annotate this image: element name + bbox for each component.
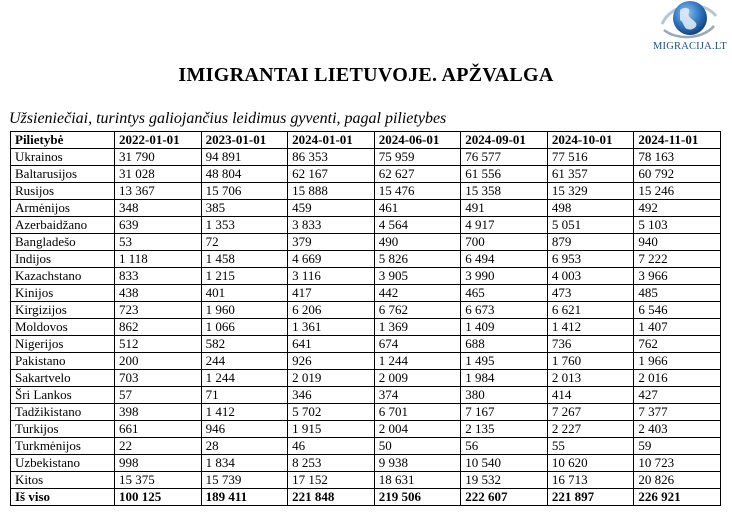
value-cell: 862 <box>115 319 202 336</box>
value-cell: 379 <box>288 234 375 251</box>
value-cell: 2 019 <box>288 370 375 387</box>
value-cell: 221 897 <box>547 489 634 506</box>
value-cell: 5 702 <box>288 404 375 421</box>
value-cell: 200 <box>115 353 202 370</box>
value-cell: 490 <box>374 234 461 251</box>
table-caption: Užsieniečiai, turintys galiojančius leidimus gyventi, pagal pilietybes <box>9 110 447 127</box>
value-cell: 582 <box>201 336 288 353</box>
value-cell: 1 412 <box>547 319 634 336</box>
value-cell: 60 792 <box>634 166 721 183</box>
value-cell: 10 723 <box>634 455 721 472</box>
value-cell: 1 407 <box>634 319 721 336</box>
value-cell: 1 369 <box>374 319 461 336</box>
table-row <box>11 319 721 336</box>
table-row <box>11 251 721 268</box>
column-header-citizenship: Pilietybė <box>11 132 115 149</box>
value-cell: 674 <box>374 336 461 353</box>
value-cell: 1 966 <box>634 353 721 370</box>
table-row <box>11 285 721 302</box>
column-header-date: 2024-11-01 <box>634 132 721 149</box>
value-cell: 998 <box>115 455 202 472</box>
table-row <box>11 472 721 489</box>
value-cell: 1 244 <box>201 370 288 387</box>
value-cell: 19 532 <box>461 472 548 489</box>
citizenship-cell: Azerbaidžano <box>11 217 115 234</box>
citizenship-cell: Turkmėnijos <box>11 438 115 455</box>
value-cell: 492 <box>634 200 721 217</box>
table-row <box>11 370 721 387</box>
citizenship-cell: Tadžikistano <box>11 404 115 421</box>
value-cell: 48 804 <box>201 166 288 183</box>
value-cell: 3 966 <box>634 268 721 285</box>
value-cell: 8 253 <box>288 455 375 472</box>
value-cell: 442 <box>374 285 461 302</box>
column-header-date: 2024-01-01 <box>288 132 375 149</box>
value-cell: 465 <box>461 285 548 302</box>
citizenship-cell: Baltarusijos <box>11 166 115 183</box>
value-cell: 5 051 <box>547 217 634 234</box>
value-cell: 4 003 <box>547 268 634 285</box>
logo[interactable] <box>648 0 732 64</box>
value-cell: 3 116 <box>288 268 375 285</box>
value-cell: 244 <box>201 353 288 370</box>
residence-permits-table <box>10 131 721 506</box>
value-cell: 78 163 <box>634 149 721 166</box>
value-cell: 71 <box>201 387 288 404</box>
table-row <box>11 166 721 183</box>
table-row <box>11 421 721 438</box>
value-cell: 485 <box>634 285 721 302</box>
value-cell: 641 <box>288 336 375 353</box>
citizenship-cell: Uzbekistano <box>11 455 115 472</box>
value-cell: 9 938 <box>374 455 461 472</box>
value-cell: 61 556 <box>461 166 548 183</box>
value-cell: 736 <box>547 336 634 353</box>
globe-logo-icon <box>658 0 718 42</box>
table-row <box>11 149 721 166</box>
value-cell: 1 960 <box>201 302 288 319</box>
value-cell: 13 367 <box>115 183 202 200</box>
logo-text: MIGRACIJA.LT <box>652 41 728 52</box>
value-cell: 4 669 <box>288 251 375 268</box>
value-cell: 219 506 <box>374 489 461 506</box>
value-cell: 6 206 <box>288 302 375 319</box>
value-cell: 498 <box>547 200 634 217</box>
value-cell: 2 403 <box>634 421 721 438</box>
value-cell: 3 990 <box>461 268 548 285</box>
column-header-date: 2024-09-01 <box>461 132 548 149</box>
value-cell: 438 <box>115 285 202 302</box>
table-row <box>11 183 721 200</box>
table-row <box>11 217 721 234</box>
value-cell: 226 921 <box>634 489 721 506</box>
value-cell: 1 495 <box>461 353 548 370</box>
value-cell: 28 <box>201 438 288 455</box>
value-cell: 18 631 <box>374 472 461 489</box>
value-cell: 221 848 <box>288 489 375 506</box>
value-cell: 57 <box>115 387 202 404</box>
value-cell: 401 <box>201 285 288 302</box>
table-row <box>11 336 721 353</box>
value-cell: 15 476 <box>374 183 461 200</box>
value-cell: 6 953 <box>547 251 634 268</box>
value-cell: 46 <box>288 438 375 455</box>
value-cell: 6 762 <box>374 302 461 319</box>
citizenship-cell: Moldovos <box>11 319 115 336</box>
citizenship-cell: Iš viso <box>11 489 115 506</box>
value-cell: 380 <box>461 387 548 404</box>
citizenship-cell: Kazachstano <box>11 268 115 285</box>
value-cell: 1 915 <box>288 421 375 438</box>
value-cell: 20 826 <box>634 472 721 489</box>
table-row <box>11 268 721 285</box>
table-row <box>11 302 721 319</box>
value-cell: 15 706 <box>201 183 288 200</box>
value-cell: 1 409 <box>461 319 548 336</box>
value-cell: 1 412 <box>201 404 288 421</box>
value-cell: 22 <box>115 438 202 455</box>
value-cell: 61 357 <box>547 166 634 183</box>
value-cell: 15 375 <box>115 472 202 489</box>
table-row <box>11 387 721 404</box>
value-cell: 4 564 <box>374 217 461 234</box>
citizenship-cell: Rusijos <box>11 183 115 200</box>
citizenship-cell: Ukrainos <box>11 149 115 166</box>
value-cell: 1 760 <box>547 353 634 370</box>
value-cell: 6 494 <box>461 251 548 268</box>
value-cell: 661 <box>115 421 202 438</box>
value-cell: 2 227 <box>547 421 634 438</box>
value-cell: 15 329 <box>547 183 634 200</box>
value-cell: 2 013 <box>547 370 634 387</box>
value-cell: 346 <box>288 387 375 404</box>
citizenship-cell: Nigerijos <box>11 336 115 353</box>
value-cell: 94 891 <box>201 149 288 166</box>
citizenship-cell: Kitos <box>11 472 115 489</box>
column-header-date: 2024-06-01 <box>374 132 461 149</box>
value-cell: 2 135 <box>461 421 548 438</box>
value-cell: 946 <box>201 421 288 438</box>
value-cell: 5 103 <box>634 217 721 234</box>
value-cell: 2 004 <box>374 421 461 438</box>
value-cell: 940 <box>634 234 721 251</box>
value-cell: 2 009 <box>374 370 461 387</box>
value-cell: 50 <box>374 438 461 455</box>
value-cell: 398 <box>115 404 202 421</box>
value-cell: 31 028 <box>115 166 202 183</box>
value-cell: 879 <box>547 234 634 251</box>
value-cell: 1 984 <box>461 370 548 387</box>
value-cell: 639 <box>115 217 202 234</box>
value-cell: 59 <box>634 438 721 455</box>
value-cell: 53 <box>115 234 202 251</box>
value-cell: 762 <box>634 336 721 353</box>
value-cell: 75 959 <box>374 149 461 166</box>
value-cell: 414 <box>547 387 634 404</box>
value-cell: 7 267 <box>547 404 634 421</box>
value-cell: 473 <box>547 285 634 302</box>
value-cell: 688 <box>461 336 548 353</box>
value-cell: 100 125 <box>115 489 202 506</box>
value-cell: 189 411 <box>201 489 288 506</box>
table-body <box>11 149 721 506</box>
value-cell: 77 516 <box>547 149 634 166</box>
value-cell: 2 016 <box>634 370 721 387</box>
value-cell: 703 <box>115 370 202 387</box>
table-header-row <box>11 132 721 149</box>
value-cell: 15 888 <box>288 183 375 200</box>
value-cell: 700 <box>461 234 548 251</box>
value-cell: 1 458 <box>201 251 288 268</box>
value-cell: 222 607 <box>461 489 548 506</box>
value-cell: 86 353 <box>288 149 375 166</box>
value-cell: 31 790 <box>115 149 202 166</box>
value-cell: 374 <box>374 387 461 404</box>
value-cell: 62 627 <box>374 166 461 183</box>
value-cell: 1 215 <box>201 268 288 285</box>
column-header-date: 2024-10-01 <box>547 132 634 149</box>
value-cell: 55 <box>547 438 634 455</box>
value-cell: 3 833 <box>288 217 375 234</box>
citizenship-cell: Kirgizijos <box>11 302 115 319</box>
value-cell: 7 222 <box>634 251 721 268</box>
citizenship-cell: Turkijos <box>11 421 115 438</box>
value-cell: 15 358 <box>461 183 548 200</box>
value-cell: 1 244 <box>374 353 461 370</box>
citizenship-cell: Kinijos <box>11 285 115 302</box>
column-header-date: 2023-01-01 <box>201 132 288 149</box>
table-row <box>11 438 721 455</box>
value-cell: 6 701 <box>374 404 461 421</box>
value-cell: 417 <box>288 285 375 302</box>
citizenship-cell: Bangladešo <box>11 234 115 251</box>
table-row <box>11 404 721 421</box>
value-cell: 7 167 <box>461 404 548 421</box>
citizenship-cell: Sakartvelo <box>11 370 115 387</box>
value-cell: 723 <box>115 302 202 319</box>
table-row <box>11 200 721 217</box>
value-cell: 6 673 <box>461 302 548 319</box>
value-cell: 461 <box>374 200 461 217</box>
value-cell: 6 546 <box>634 302 721 319</box>
value-cell: 16 713 <box>547 472 634 489</box>
value-cell: 76 577 <box>461 149 548 166</box>
value-cell: 1 118 <box>115 251 202 268</box>
value-cell: 1 361 <box>288 319 375 336</box>
citizenship-cell: Pakistano <box>11 353 115 370</box>
value-cell: 491 <box>461 200 548 217</box>
value-cell: 3 905 <box>374 268 461 285</box>
value-cell: 926 <box>288 353 375 370</box>
value-cell: 6 621 <box>547 302 634 319</box>
table-row <box>11 455 721 472</box>
value-cell: 62 167 <box>288 166 375 183</box>
column-header-date: 2022-01-01 <box>115 132 202 149</box>
citizenship-cell: Šri Lankos <box>11 387 115 404</box>
value-cell: 10 540 <box>461 455 548 472</box>
value-cell: 459 <box>288 200 375 217</box>
value-cell: 1 353 <box>201 217 288 234</box>
value-cell: 10 620 <box>547 455 634 472</box>
value-cell: 15 739 <box>201 472 288 489</box>
value-cell: 833 <box>115 268 202 285</box>
value-cell: 427 <box>634 387 721 404</box>
value-cell: 512 <box>115 336 202 353</box>
value-cell: 1 066 <box>201 319 288 336</box>
table-row <box>11 234 721 251</box>
value-cell: 4 917 <box>461 217 548 234</box>
table-row <box>11 353 721 370</box>
page-title: IMIGRANTAI LIETUVOJE. APŽVALGA <box>178 64 554 86</box>
value-cell: 15 246 <box>634 183 721 200</box>
value-cell: 1 834 <box>201 455 288 472</box>
total-row <box>11 489 721 506</box>
value-cell: 72 <box>201 234 288 251</box>
value-cell: 17 152 <box>288 472 375 489</box>
value-cell: 348 <box>115 200 202 217</box>
value-cell: 7 377 <box>634 404 721 421</box>
citizenship-cell: Armėnijos <box>11 200 115 217</box>
value-cell: 56 <box>461 438 548 455</box>
value-cell: 5 826 <box>374 251 461 268</box>
value-cell: 385 <box>201 200 288 217</box>
citizenship-cell: Indijos <box>11 251 115 268</box>
